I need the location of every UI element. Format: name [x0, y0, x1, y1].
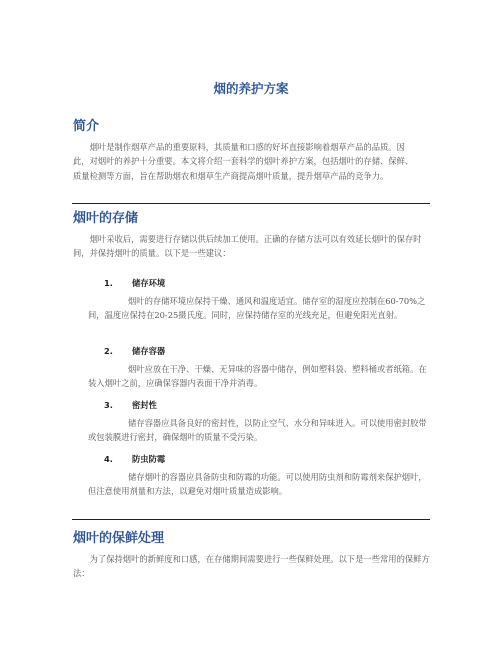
section-body: 烟叶采收后，需要进行存储以供后续加工使用。正确的存储方法可以有效延长烟叶的保存时间，并保持烟叶的质量。以下是一些建议： [73, 234, 422, 259]
list-item-title: 储存环境 [132, 278, 166, 288]
list-item-body: 烟叶的存储环境应保持干燥、通风和温度适宜。储存室的湿度应控制在60-70%之间，温度应保持在20-25摄氏度。同时，应保持储存室的光线充足，但避免阳光直射。 [88, 296, 426, 321]
document-title: 烟的养护方案 [213, 81, 289, 96]
section-preservation [73, 527, 430, 581]
section-title: 简介 [73, 119, 100, 134]
list-item [88, 345, 430, 391]
section-divider [72, 203, 430, 204]
list-item [88, 277, 430, 323]
list-item [88, 453, 430, 499]
list-item-number: 3. [104, 400, 113, 410]
list-item-number: 1. [104, 278, 113, 288]
list-item [88, 399, 430, 445]
list-item-title: 密封性 [132, 400, 157, 410]
section-intro [73, 115, 418, 183]
section-title: 烟叶的存储 [73, 211, 139, 226]
section-divider [72, 519, 430, 520]
section-storage [73, 207, 430, 261]
section-body: 烟叶是制作烟草产品的重要原料，其质量和口感的好坏直接影响着烟草产品的品质。因此，对烟叶的养护十分重要。本文将介绍一套科学的烟叶养护方案，包括烟叶的存储、保鲜、质量检测等方面，旨在帮助烟农和烟草生产商提高烟叶质量，提升烟草产品的竞争力。 [73, 142, 414, 181]
section-title: 烟叶的保鲜处理 [73, 531, 165, 546]
section-body: 为了保持烟叶的新鲜度和口感，在存储期间需要进行一些保鲜处理。以下是一些常用的保鲜方法： [73, 554, 430, 579]
list-item-title: 储存容器 [132, 346, 166, 356]
list-item-body: 烟叶应放在干净、干燥、无异味的容器中储存，例如塑料袋、塑料桶或者纸箱。在装入烟叶之前，应确保容器内表面干净并消毒。 [88, 364, 427, 389]
list-item-body: 储存容器应具备良好的密封性，以防止空气、水分和异味进入。可以使用密封胶带或包装膜进行密封，确保烟叶的质量不受污染。 [88, 418, 427, 443]
list-item-body: 储存烟叶的容器应具备防虫和防霉的功能。可以使用防虫剂和防霉剂来保护烟叶，但注意使用剂量和方法，以避免对烟叶质量造成影响。 [88, 472, 427, 497]
list-item-number: 2. [104, 346, 113, 356]
list-item-number: 4. [104, 454, 113, 464]
list-item-title: 防虫防霉 [132, 454, 166, 464]
